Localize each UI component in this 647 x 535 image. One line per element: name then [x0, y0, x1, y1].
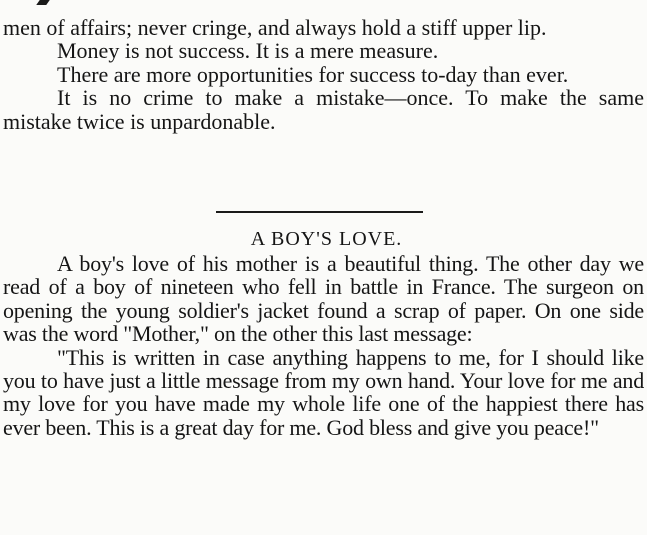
paragraph-boys-love: A boy's love of his mother is a beautiful thing. The other day we read of a boy of nineteen who fell in battle in France. The surgeon on opening the young soldier's jacket found a scrap of paper. On one side was the word "Mother," on the other this last message:	[3, 251, 644, 347]
article-heading: A BOY'S LOVE.	[250, 228, 403, 250]
paragraph-mistake: It is no crime to make a mistake—once. To make the same mistake twice is unpardonable.	[3, 85, 644, 134]
paragraph-stiff-upper-lip: men of affairs; never cringe, and always hold a stiff upper lip.	[3, 15, 547, 40]
ink-mark	[36, 0, 50, 5]
paragraph-last-message: "This is written in case anything happens to me, for I should like you to have just a little message from my own hand. Your love for me and my love for you have made my whole life one of the happiest there has ever been. This is a great day for me. God bless and give you peace!"	[3, 344, 644, 440]
section-divider	[216, 211, 423, 213]
paragraph-money: Money is not success. It is a mere measure.	[57, 38, 439, 64]
boys-love-article	[3, 252, 644, 439]
paragraph-opportunities: There are more opportunities for success to-day than ever.	[57, 61, 569, 87]
maxims-section	[3, 16, 644, 133]
